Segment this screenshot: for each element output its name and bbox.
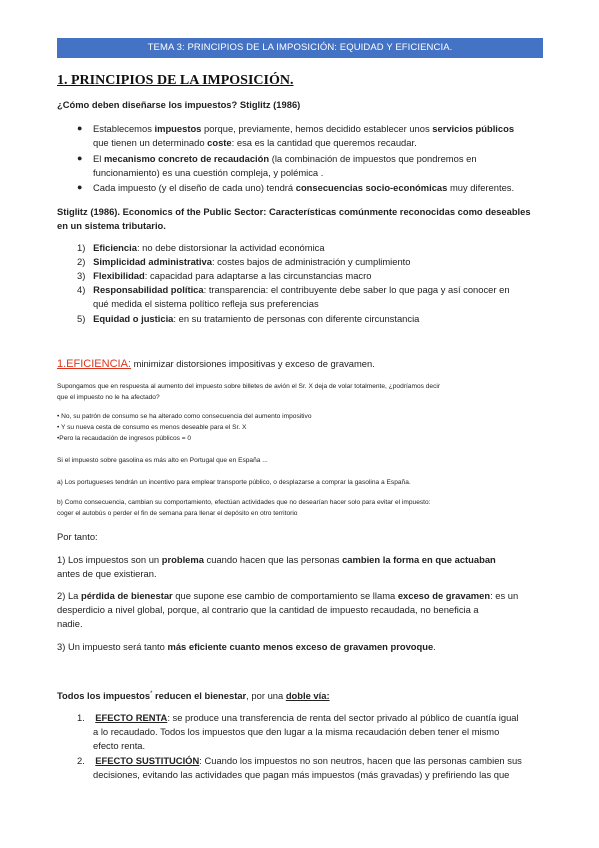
effect-1-line-2: a lo recaudado. Todos los impuestos que den lugar a la misma recaudación deben tener el mismo <box>93 726 500 737</box>
numbered-item-4-cont: qué medida el sistema político refleja sus preferencias <box>93 298 319 309</box>
por-tanto: Por tanto: <box>57 531 98 542</box>
chapter-banner: TEMA 3: PRINCIPIOS DE LA IMPOSICIÓN: EQUIDAD Y EFICIENCIA. <box>57 38 543 58</box>
bullet-dot: ● <box>77 182 83 192</box>
question-heading: ¿Cómo deben diseñarse los impuestos? Stiglitz (1986) <box>57 99 301 110</box>
numbered-item-4: 4) Responsabilidad política: transparencia: el contribuyente debe saber lo que paga y así conocer en <box>77 284 510 295</box>
todos-heading: Todos los impuestos* reducen el bienestar, por una doble vía: <box>57 690 330 702</box>
bullet-1-line-1: Establecemos impuestos porque, previamente, hemos decidido establecer unos servicios públicos <box>93 123 515 134</box>
stiglitz-line-1: Stiglitz (1986). Economics of the Public Sector: Características comúnmente reconocidas como deseables <box>57 206 531 217</box>
small-text-9: coger el autobús o perder el fin de semana para llenar el depósito en otro territorio <box>57 510 298 517</box>
section-heading: 1. PRINCIPIOS DE LA IMPOSICIÓN. <box>57 73 294 88</box>
para-1-line-1: 1) Los impuestos son un problema cuando hacen que las personas cambien la forma en que actuaban <box>57 554 496 565</box>
effect-1-line-3: efecto renta. <box>93 740 146 751</box>
bullet-3: Cada impuesto (y el diseño de cada uno) tendrá consecuencias socio-económicas muy diferentes. <box>93 182 515 193</box>
bullet-1-line-2: que tienen un determinado coste: esa es la cantidad que queremos recaudar. <box>93 137 417 148</box>
numbered-item-3: 3) Flexibilidad: capacidad para adaptarse a las circunstancias macro <box>77 270 372 281</box>
small-text-5: •Pero la recaudación de ingresos públicos = 0 <box>57 435 192 442</box>
small-text-1: Supongamos que en respuesta al aumento del impuesto sobre billetes de avión el Sr. X deja de volar totalmente, ¿podríamos decir <box>57 383 441 390</box>
numbered-item-2: 2) Simplicidad administrativa: costes bajos de administración y cumplimiento <box>77 256 411 267</box>
bullet-2-line-1: El mecanismo concreto de recaudación (la combinación de impuestos que pondremos en <box>93 153 477 164</box>
bullet-2-line-2: funcionamiento) es una cuestión compleja, y polémica . <box>93 167 324 178</box>
efficiency-heading: 1.EFICIENCIA: minimizar distorsiones impositivas y exceso de gravamen. <box>57 358 375 370</box>
para-2-line-2: desperdicio a nivel global, porque, al contrario que la cantidad de impuesto recaudada, no beneficia a <box>57 604 479 615</box>
numbered-item-1: 1) Eficiencia: no debe distorsionar la actividad económica <box>77 242 325 253</box>
para-1-line-2: antes de que existieran. <box>57 568 157 579</box>
small-text-4: • Y su nueva cesta de consumo es menos deseable para el Sr. X <box>57 424 247 431</box>
bullet-dot: ● <box>77 123 83 133</box>
effect-1-line-1: 1. EFECTO RENTA: se produce una transferencia de renta del sector privado al público de cuantía igual <box>77 712 519 723</box>
effect-2-line-2: decisiones, evitando las actividades que pagan más impuestos (más gravadas) y prefiriendo las que <box>93 769 510 780</box>
numbered-item-5: 5) Equidad o justicia: en su tratamiento de personas con diferente circunstancia <box>77 313 420 324</box>
para-3: 3) Un impuesto será tanto más eficiente cuanto menos exceso de gravamen provoque. <box>57 641 436 652</box>
bullet-dot: ● <box>77 153 83 163</box>
para-2-line-3: nadie. <box>57 618 83 629</box>
para-2-line-1: 2) La pérdida de bienestar que supone ese cambio de comportamiento se llama exceso de gravamen: es un <box>57 590 519 601</box>
stiglitz-line-2: en un sistema tributario. <box>57 220 166 231</box>
small-text-8: b) Como consecuencia, cambian su comportamiento, efectúan actividades que no desearían hacer solo para evitar el impuesto: <box>57 499 431 506</box>
small-text-6: Si el impuesto sobre gasolina es más alto en Portugal que en España ... <box>57 457 268 464</box>
small-text-2: que el impuesto no le ha afectado? <box>57 394 160 401</box>
small-text-3: • No, su patrón de consumo se ha alterado como consecuencia del aumento impositivo <box>57 413 312 420</box>
small-text-7: a) Los portugueses tendrán un incentivo para emplear transporte público, o desplazarse a comprar la gasolina a España. <box>57 479 411 486</box>
effect-2-line-1: 2. EFECTO SUSTITUCIÓN: Cuando los impuestos no son neutros, hacen que las personas cambien sus <box>77 755 522 766</box>
